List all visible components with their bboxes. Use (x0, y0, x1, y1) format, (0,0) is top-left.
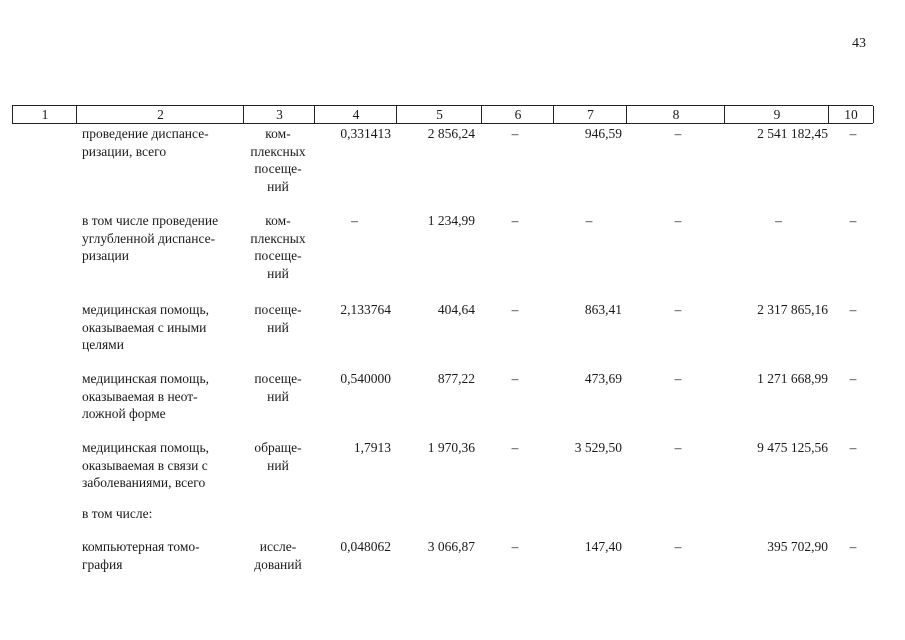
description-line: оказываемая с иными (82, 319, 207, 335)
header-col-10: 10 (828, 106, 874, 123)
cell-col-10: – (849, 126, 857, 141)
unit-line: плексных (250, 143, 306, 159)
cell-col-6: – (511, 126, 519, 141)
cell-col-6: – (511, 539, 519, 554)
description-line: графия (82, 556, 123, 572)
cell-col-4: 0,048062 (340, 539, 391, 554)
description-line: проведение диспансе- (82, 126, 209, 141)
unit-line: ний (267, 265, 289, 281)
cell-col-8: – (674, 440, 682, 455)
description-line: медицинская помощь, (82, 302, 209, 317)
unit-line: обраще- (254, 440, 302, 455)
description-line: в том числе: (82, 506, 153, 521)
description-line: ложной форме (82, 406, 166, 421)
description-line: в том числе проведение (82, 213, 219, 228)
unit-line: иссле- (259, 539, 297, 554)
header-col-2: 2 (76, 106, 244, 123)
unit-line: ком- (265, 213, 291, 228)
header-col-7: 7 (553, 106, 627, 123)
table-header-row (12, 105, 873, 124)
description-line: заболеваниями, всего (82, 475, 206, 490)
row-description (82, 370, 238, 423)
row-description (82, 125, 238, 160)
cell-col-10: – (849, 213, 857, 228)
unit-line: плексных (250, 230, 306, 246)
cell-col-7: 3 529,50 (574, 440, 622, 455)
cell-col-8: – (674, 371, 682, 386)
cell-col-9: 1 271 668,99 (757, 371, 828, 386)
row-description (82, 439, 238, 492)
description-line: медицинская помощь, (82, 371, 209, 386)
unit-line: ний (267, 457, 289, 473)
unit-line: посеще- (254, 161, 302, 176)
row-unit (243, 301, 313, 336)
row-unit (243, 212, 313, 282)
cell-col-4: 0,331413 (340, 126, 391, 141)
row-unit (243, 439, 313, 474)
header-col-3: 3 (243, 106, 315, 123)
cell-col-6: – (511, 440, 519, 455)
unit-line: посеще- (254, 371, 302, 386)
description-line: компьютерная томо- (82, 539, 200, 554)
header-col-4: 4 (314, 106, 397, 123)
row-unit (243, 370, 313, 405)
row-description (82, 505, 238, 523)
cell-col-8: – (674, 302, 682, 317)
description-line: оказываемая в связи с (82, 457, 208, 473)
page-number: 43 (852, 36, 866, 51)
cell-col-5: 2 856,24 (427, 126, 475, 141)
cell-col-8: – (674, 539, 682, 554)
cell-col-9: – (775, 213, 782, 228)
description-line: ризации, всего (82, 143, 167, 159)
cell-col-7: 946,59 (584, 126, 622, 141)
cell-col-9: 2 541 182,45 (757, 126, 828, 141)
unit-line: ком- (265, 126, 291, 141)
cell-col-10: – (849, 371, 857, 386)
cell-col-7: 863,41 (584, 302, 622, 317)
header-col-5: 5 (396, 106, 482, 123)
row-unit (243, 125, 313, 195)
unit-line: посеще- (254, 248, 302, 263)
cell-col-9: 2 317 865,16 (757, 302, 828, 317)
cell-col-5: 877,22 (437, 371, 475, 386)
cell-col-4: – (351, 213, 358, 228)
cell-col-9: 9 475 125,56 (757, 440, 828, 455)
cell-col-5: 404,64 (437, 302, 475, 317)
cell-col-4: 1,7913 (353, 440, 391, 455)
unit-line: дований (254, 556, 302, 572)
cell-col-10: – (849, 539, 857, 554)
cell-col-6: – (511, 371, 519, 386)
cell-col-7: – (585, 213, 593, 228)
unit-line: ний (267, 388, 289, 404)
header-col-6: 6 (481, 106, 554, 123)
cell-col-7: 473,69 (584, 371, 622, 386)
description-line: оказываемая в неот- (82, 388, 198, 404)
cell-col-10: – (849, 440, 857, 455)
header-col-8: 8 (626, 106, 725, 123)
header-col-1: 1 (12, 106, 77, 123)
header-col-9: 9 (724, 106, 829, 123)
cell-col-5: 1 970,36 (427, 440, 475, 455)
description-line: углубленной диспансе- (82, 230, 216, 246)
row-description (82, 212, 238, 265)
unit-line: посеще- (254, 302, 302, 317)
unit-line: ний (267, 319, 289, 335)
cell-col-9: 395 702,90 (767, 539, 828, 554)
cell-col-6: – (511, 213, 519, 228)
cell-col-10: – (849, 302, 857, 317)
cell-col-7: 147,40 (584, 539, 622, 554)
cell-col-8: – (674, 213, 682, 228)
row-unit (243, 538, 313, 573)
description-line: медицинская помощь, (82, 440, 209, 455)
cell-col-8: – (674, 126, 682, 141)
description-line: целями (82, 337, 124, 352)
cell-col-4: 0,540000 (340, 371, 391, 386)
cell-col-4: 2,133764 (340, 302, 391, 317)
cell-col-5: 3 066,87 (427, 539, 475, 554)
cell-col-6: – (511, 302, 519, 317)
description-line: ризации (82, 248, 129, 263)
unit-line: ний (267, 178, 289, 194)
cell-col-5: 1 234,99 (427, 213, 475, 228)
row-description (82, 301, 238, 354)
row-description (82, 538, 238, 573)
